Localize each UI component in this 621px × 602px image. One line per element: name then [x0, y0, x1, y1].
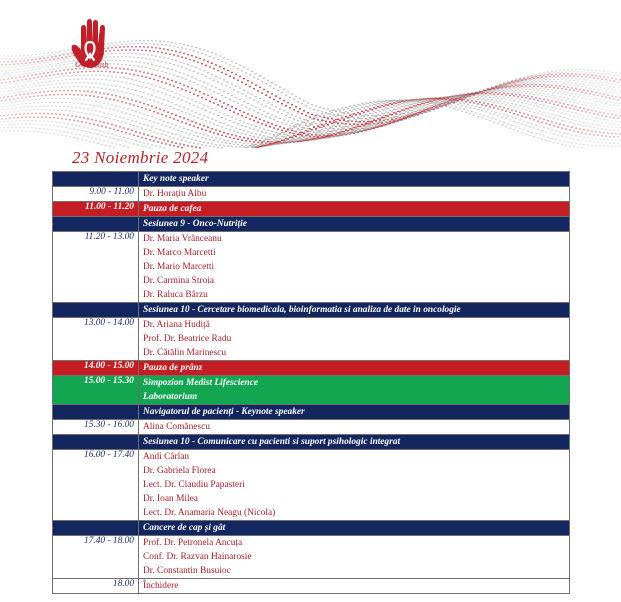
content-cell [139, 405, 570, 420]
time-cell [53, 303, 139, 318]
time-cell [53, 435, 139, 450]
speaker-name: Alina Comănescu [143, 422, 210, 432]
agenda-section-row [53, 361, 570, 376]
agenda-row [53, 450, 570, 521]
time-cell: 17.40 - 18.00 [53, 536, 139, 579]
logo-text: OncoHub [75, 61, 109, 69]
section-title: Navigatorul de pacienți - Keynote speaker [143, 407, 305, 417]
speaker-name: Dr. Cătălin Marinescu [143, 348, 227, 358]
time-cell: 11.20 - 13.00 [53, 232, 139, 303]
agenda-section-row [53, 202, 570, 217]
content-cell [139, 172, 570, 187]
content-cell [139, 217, 570, 232]
agenda-section-row [53, 435, 570, 450]
agenda-row [53, 318, 570, 361]
speaker-name: Lect. Dr. Anamaria Neagu (Nicola) [143, 508, 276, 518]
agenda-row [53, 536, 570, 579]
time-cell [53, 521, 139, 536]
section-title: Pauza de prânz [143, 363, 203, 373]
content-cell [139, 536, 570, 579]
speaker-name: Dr. Raluca Bârzu [143, 290, 208, 300]
speaker-name: Dr. Marco Marcetti [143, 248, 216, 258]
speaker-name: Dr. Carmina Stroia [143, 276, 215, 286]
agenda-section-row [53, 217, 570, 232]
section-title: Simpozion Medist Lifescience [143, 378, 259, 388]
speaker-name: Închidere [143, 581, 179, 591]
agenda-table [52, 171, 570, 594]
speaker-name: Prof. Dr. Petronela Ancuța [143, 538, 243, 548]
speaker-name: Dr. Mario Marcetti [143, 262, 215, 272]
time-cell: 13.00 - 14.00 [53, 318, 139, 361]
speaker-name: Dr. Ioan Milea [143, 494, 198, 504]
content-cell [139, 361, 570, 376]
agenda-section-row [53, 376, 570, 405]
agenda-row [53, 579, 570, 594]
agenda-row [53, 420, 570, 435]
time-cell [53, 172, 139, 187]
content-cell [139, 435, 570, 450]
section-title: Pauza de cafea [143, 204, 202, 214]
speaker-name: Dr. Ariana Hudiță [143, 320, 210, 330]
time-cell: 14.00 - 15.00 [53, 361, 139, 376]
time-cell: 9.00 - 11.00 [53, 187, 139, 202]
time-cell: 18.00 [53, 579, 139, 594]
time-cell [53, 405, 139, 420]
agenda-body [53, 172, 570, 594]
content-cell [139, 303, 570, 318]
time-cell: 15.00 - 15.30 [53, 376, 139, 405]
content-cell [139, 232, 570, 303]
time-cell: 16.00 - 17.40 [53, 450, 139, 521]
agenda-row [53, 187, 570, 202]
content-cell [139, 187, 570, 202]
content-cell [139, 202, 570, 217]
content-cell [139, 376, 570, 405]
section-title: Cancere de cap și gât [143, 523, 226, 533]
time-cell [53, 217, 139, 232]
speaker-name: Dr. Gabriela Florea [143, 466, 216, 476]
date-title: 23 Noiembrie 2024 [72, 148, 209, 167]
speaker-name: Dr. Maria Vrânceanu [143, 234, 222, 244]
content-cell [139, 521, 570, 536]
content-cell [139, 579, 570, 594]
section-title: Key note speaker [143, 174, 209, 184]
speaker-name: Dr. Constantin Busuioc [143, 566, 231, 576]
time-cell: 15.30 - 16.00 [53, 420, 139, 435]
section-title: Sesiunea 10 - Cercetare biomedicala, bioinformatia si analiza de date in oncologie [143, 305, 461, 315]
speaker-name: Dr. Horațiu Albu [143, 189, 207, 199]
agenda-section-row [53, 405, 570, 420]
section-title: Sesiunea 10 - Comunicare cu pacienti si suport psihologic integrat [143, 437, 401, 447]
content-cell [139, 318, 570, 361]
speaker-name: Lect. Dr. Claudiu Papasteri [143, 480, 245, 490]
agenda-section-row [53, 172, 570, 187]
agenda-section-row [53, 303, 570, 318]
content-cell [139, 420, 570, 435]
speaker-name: Conf. Dr. Razvan Hainarosie [143, 552, 252, 562]
speaker-name: Andi Cârlan [143, 452, 190, 462]
section-title: Sesiunea 9 - Onco-Nutriție [143, 219, 247, 229]
speaker-name: Prof. Dr. Beatrice Radu [143, 334, 232, 344]
time-cell: 11.00 - 11.20 [53, 202, 139, 217]
agenda-section-row [53, 521, 570, 536]
agenda-row [53, 232, 570, 303]
section-title: Laboratorium [143, 392, 198, 402]
content-cell [139, 450, 570, 521]
